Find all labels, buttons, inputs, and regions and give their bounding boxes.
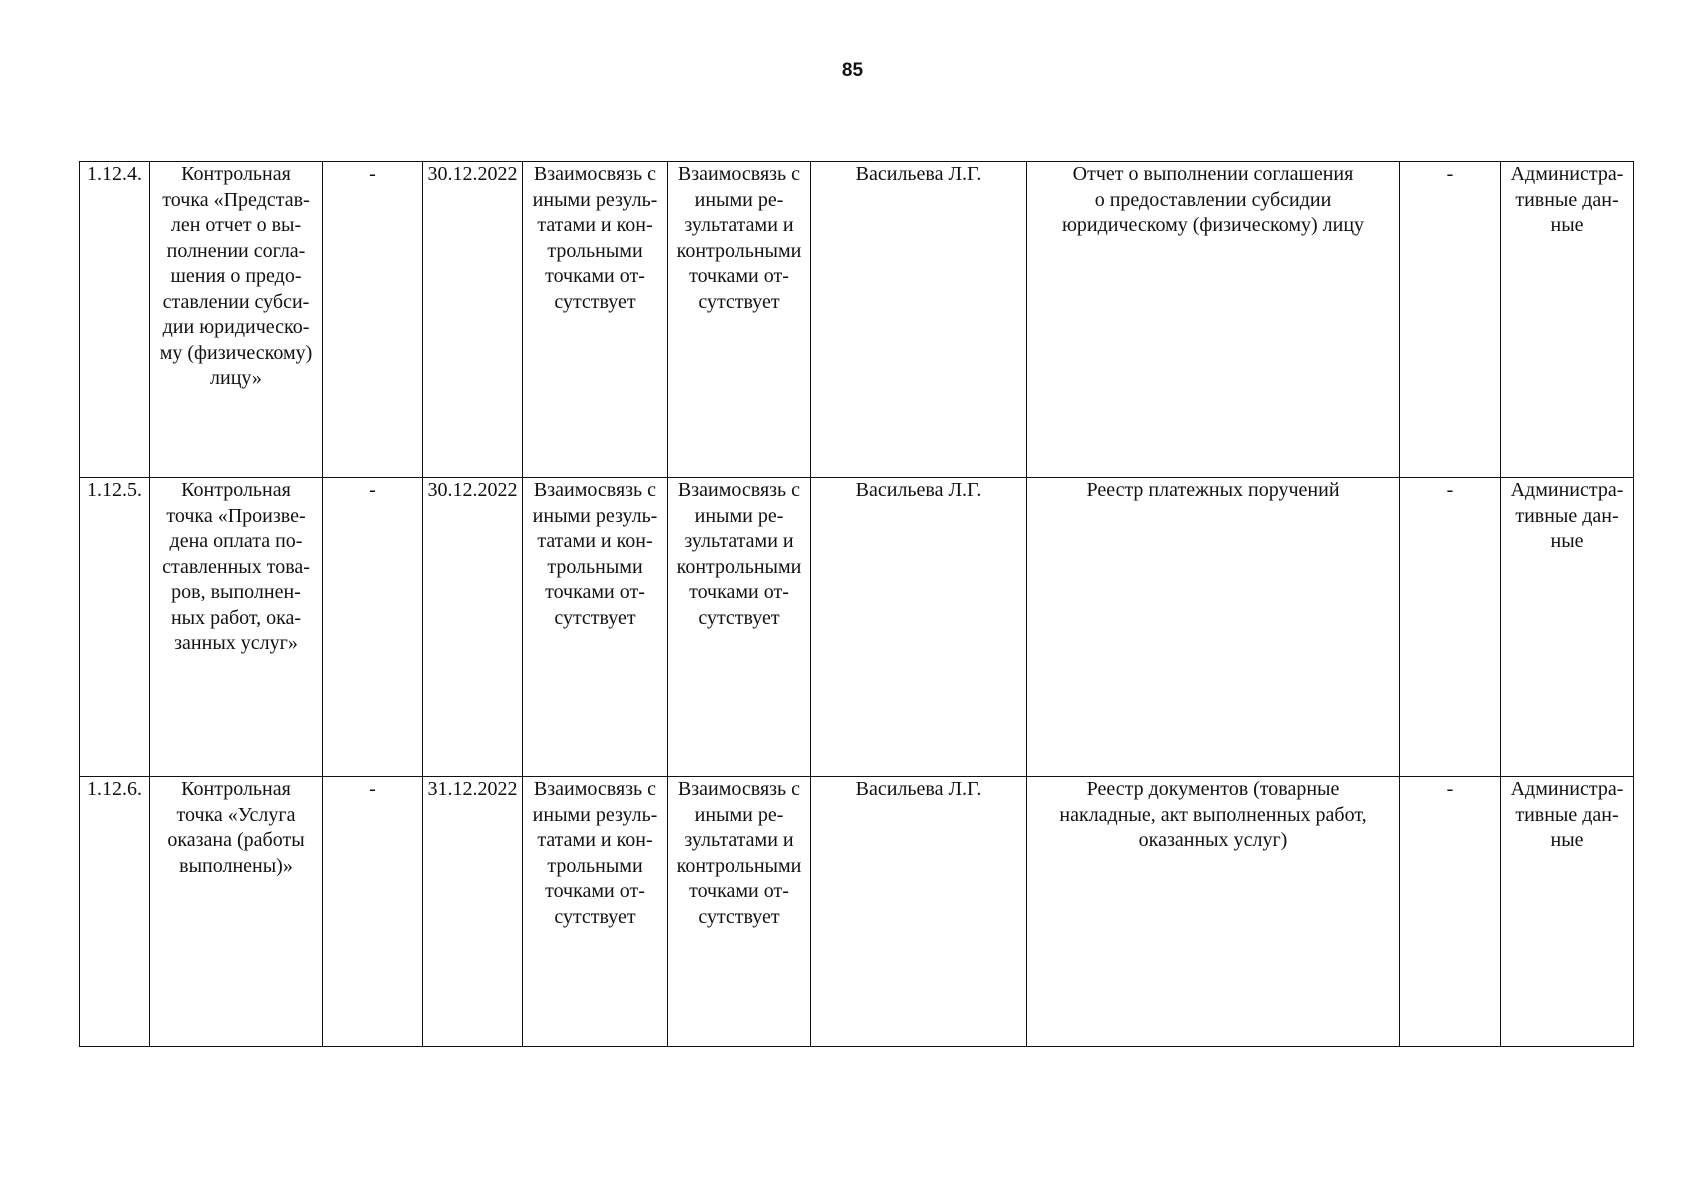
empty-dash: - — [1400, 162, 1501, 478]
responsible-person: Васильева Л.Г. — [811, 478, 1027, 777]
confirming-document: Реестр документов (товарные накладные, акт выполненных работ, оказанных услуг) — [1027, 777, 1400, 1047]
relation-previous: Взаимосвязь с иными резуль- татами и кон- трольными точками от- сутствует — [523, 777, 668, 1047]
data-source: Администра- тивные дан- ные — [1501, 478, 1634, 777]
data-source: Администра- тивные дан- ные — [1501, 162, 1634, 478]
control-point-name: Контрольная точка «Произве- дена оплата по- ставленных това- ров, выполнен- ных работ, ока- занных услуг» — [150, 478, 323, 777]
due-date: 31.12.2022 — [423, 777, 523, 1047]
table-row — [80, 777, 1634, 1047]
due-date: 30.12.2022 — [423, 162, 523, 478]
relation-next: Взаимосвязь с иными ре- зультатами и контрольными точками от- сутствует — [668, 478, 811, 777]
relation-previous: Взаимосвязь с иными резуль- татами и кон- трольными точками от- сутствует — [523, 162, 668, 478]
empty-dash: - — [1400, 478, 1501, 777]
table-row — [80, 162, 1634, 478]
relation-previous: Взаимосвязь с иными резуль- татами и кон- трольными точками от- сутствует — [523, 478, 668, 777]
responsible-person: Васильева Л.Г. — [811, 162, 1027, 478]
relation-next: Взаимосвязь с иными ре- зультатами и контрольными точками от- сутствует — [668, 162, 811, 478]
row-number: 1.12.4. — [80, 162, 150, 478]
relation-next: Взаимосвязь с иными ре- зультатами и контрольными точками от- сутствует — [668, 777, 811, 1047]
empty-dash: - — [1400, 777, 1501, 1047]
empty-dash: - — [323, 777, 423, 1047]
empty-dash: - — [323, 478, 423, 777]
row-number: 1.12.5. — [80, 478, 150, 777]
due-date: 30.12.2022 — [423, 478, 523, 777]
confirming-document: Реестр платежных поручений — [1027, 478, 1400, 777]
empty-dash: - — [323, 162, 423, 478]
data-source: Администра- тивные дан- ные — [1501, 777, 1634, 1047]
page-number: 85 — [841, 60, 864, 81]
row-number: 1.12.6. — [80, 777, 150, 1047]
confirming-document: Отчет о выполнении соглашения о предоставлении субсидии юридическому (физическому) лицу — [1027, 162, 1400, 478]
control-point-name: Контрольная точка «Представ- лен отчет о вы- полнении согла- шения о предо- ставлении субси- дии юридическо- му (физическому) лицу» — [150, 162, 323, 478]
table-row — [80, 478, 1634, 777]
responsible-person: Васильева Л.Г. — [811, 777, 1027, 1047]
control-point-name: Контрольная точка «Услуга оказана (работы выполнены)» — [150, 777, 323, 1047]
control-points-table — [79, 161, 1634, 1047]
